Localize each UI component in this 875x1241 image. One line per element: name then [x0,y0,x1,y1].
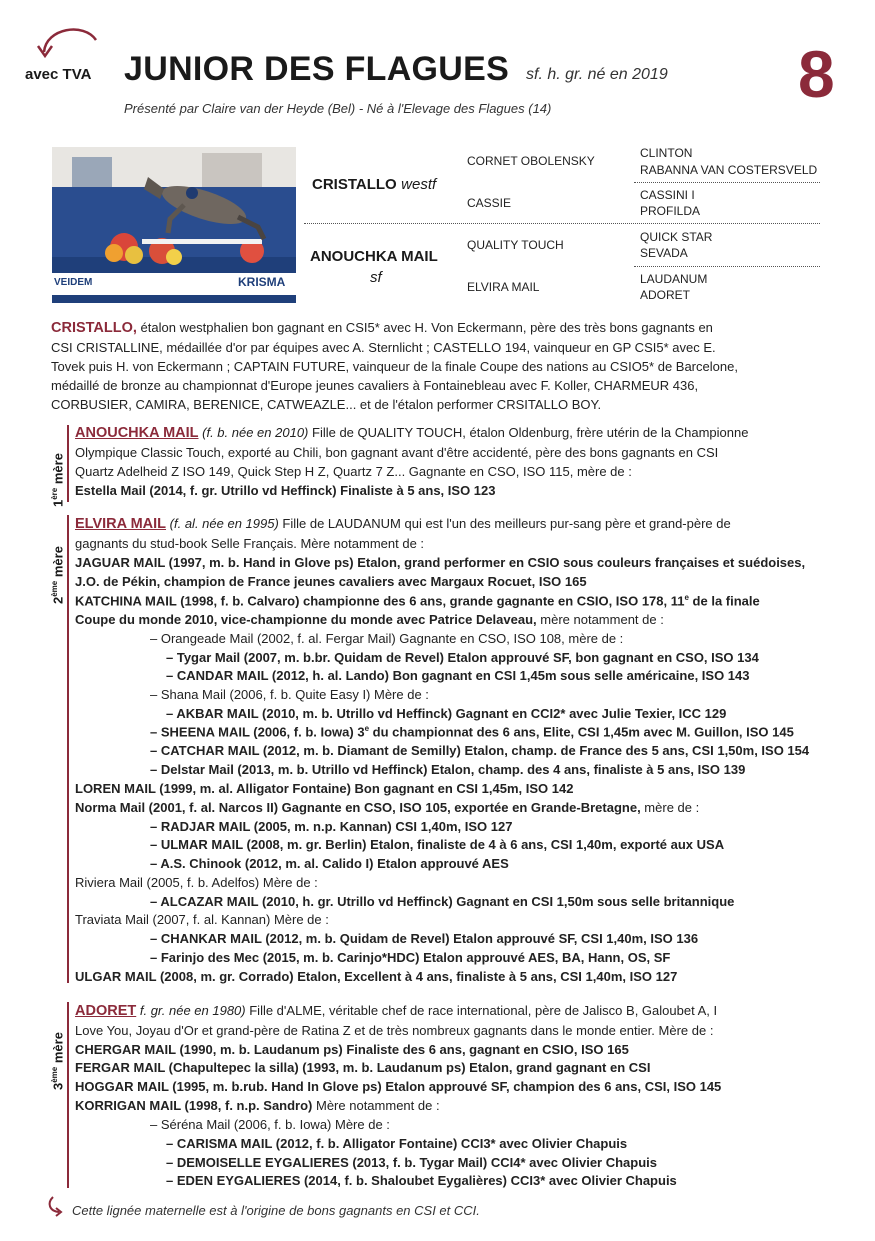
produce-line: Riviera Mail (2005, f. b. Adelfos) Mère de : [75,875,318,890]
produce-line: FERGAR MAIL (Chapultepec la silla) (1993, m. b. Laudanum ps) Etalon, grand gagnant en CSI [75,1060,651,1075]
produce-line: – CATCHAR MAIL (2012, m. b. Diamant de Semilly) Etalon, champ. de France des 5 ans, CSI 1,50m, ISO 154 [150,743,810,758]
produce-line: KATCHINA MAIL (1998, f. b. Calvaro) championne des 6 ans, grande gagnante en CSIO, ISO 178, 11e de la finale [75,593,760,609]
dam2-name: ELVIRA MAIL [75,516,167,532]
dam3-line: Love You, Joyau d'Or et grand-père de Ratina Z et de très nombreux gagnants dans le monde entier. Mère de : [75,1023,714,1038]
produce-line: – Séréna Mail (2006, f. b. Iowa) Mère de : [150,1117,390,1132]
sire-text-line: CORBUSIER, CAMIRA, BERENICE, CATWEAZLE... et de l'étalon performer CRSITALLO BOY. [51,397,602,412]
dam3-name: ADORET [75,1003,137,1019]
photo-banner-left: VEIDEM [54,277,93,288]
produce-line: – DEMOISELLE EYGALIERES (2013, f. b. Tygar Mail) CCI4* avec Olivier Chapuis [166,1155,658,1170]
sire-description [51,318,823,414]
pedigree-gsire2: QUALITY TOUCH [467,238,564,252]
produce-line: – RADJAR MAIL (2005, m. n.p. Kannan) CSI 1,40m, ISO 127 [150,819,513,834]
produce-line: – Tygar Mail (2007, m. b.br. Quidam de Revel) Etalon approuvé SF, bon gagnant en CSO, ISO 134 [166,650,759,665]
section-rule [67,425,69,502]
produce-line: – ULMAR MAIL (2008, m. gr. Berlin) Etalon, finaliste de 4 à 6 ans, CSI 1,40m, exporté aux USA [150,837,725,852]
produce-line: – SHEENA MAIL (2006, f. b. Iowa) 3e du championnat des 6 ans, Elite, CSI 1,45m avec M. Guillon, ISO 145 [150,724,794,740]
dam1-name: ANOUCHKA MAIL [75,425,199,441]
dam-rank-label: 1ère mère [50,453,66,507]
pedigree-ggp6: SEVADA [640,246,688,260]
produce-line: Norma Mail (2001, f. al. Narcos II) Gagnante en CSO, ISO 105, exportée en Grande-Bretagne, mère de : [75,800,700,815]
footer-note: Cette lignée maternelle est à l'origine de bons gagnants en CSI et CCI. [72,1203,480,1218]
pedigree-ggp8: ADORET [640,288,691,302]
produce-line: Traviata Mail (2007, f. al. Kannan) Mère de : [75,912,329,927]
sire-name: CRISTALLO [312,176,397,193]
produce-line: – Delstar Mail (2013, m. b. Utrillo vd Heffinck) Etalon, champ. des 4 ans, finaliste à 5 ans, ISO 139 [150,762,746,777]
produce-line: CHERGAR MAIL (1990, m. b. Laudanum ps) Finaliste des 6 ans, gagnant en CSIO, ISO 165 [75,1042,629,1057]
pedigree-sire [312,176,436,194]
pedigree-divider [634,182,820,183]
sire-text-line: médaillé de bronze au championnat d'Europe jeunes cavaliers à Fontainebleau avec F. Koller, CHARMEUR 436, [51,378,699,393]
sire-type: westf [401,176,437,193]
dam2-header: ELVIRA MAIL (f. al. née en 1995) Fille de LAUDANUM qui est l'un des meilleurs pur-sang père et grand-père de [75,516,731,532]
produce-line: – A.S. Chinook (2012, m. al. Calido I) Etalon approuvé AES [150,856,509,871]
hook-arrow-icon [47,1195,67,1217]
produce-line: ULGAR MAIL (2008, m. gr. Corrado) Etalon, Excellent à 4 ans, finaliste à 5 ans, CSI 1,40m, ISO 127 [75,969,678,984]
dam-type: sf [370,269,382,286]
sire-description-name: CRISTALLO, [51,320,137,336]
dam-rank-label: 2ème mère [50,546,66,604]
produce-line: Coupe du monde 2010, vice-championne du monde avec Patrice Delaveau, mère notamment de : [75,612,664,627]
produce-line: J.O. de Pékin, champion de France jeunes cavaliers avec Margaux Rocuet, ISO 165 [75,574,587,589]
photo-banner-right: KRISMA [238,275,286,289]
pedigree-divider [304,223,820,224]
pedigree-dam: ANOUCHKA MAIL [310,248,438,265]
dam3-header: ADORET f. gr. née en 1980) Fille d'ALME, véritable chef de race international, père de Jalisco B, Galoubet A, I [75,1003,718,1019]
produce-line: JAGUAR MAIL (1997, m. b. Hand in Glove ps) Etalon, grand performer en CSIO sous couleurs françaises et suédoises, [75,555,806,570]
produce-line: LOREN MAIL (1999, m. al. Alligator Fontaine) Bon gagnant en CSI 1,45m, ISO 142 [75,781,574,796]
produce-line: – CARISMA MAIL (2012, f. b. Alligator Fontaine) CCI3* avec Olivier Chapuis [166,1136,628,1151]
section-rule [67,1002,69,1188]
horse-name-title: JUNIOR DES FLAGUES [124,50,510,88]
pedigree-divider [634,266,820,267]
pedigree-ggp4: PROFILDA [640,204,701,218]
presented-by: Présenté par Claire van der Heyde (Bel) - Né à l'Elevage des Flagues (14) [124,101,552,116]
produce-line: – CANDAR MAIL (2012, h. al. Lando) Bon gagnant en CSI 1,45m sous selle américaine, ISO 143 [166,668,750,683]
dam1-line: Olympique Classic Touch, exporté au Chili, bon gagnant avant d'être accidenté, père des bons gagnants en CSI [75,445,719,460]
sire-text-line: CSI CRISTALLINE, médaillée d'or par équipes avec A. Sternlicht ; CASTELLO 194, vainqueur en GP CSI5* avec E. [51,340,716,355]
produce-line: – Orangeade Mail (2002, f. al. Fergar Mail) Gagnante en CSO, ISO 108, mère de : [150,631,624,646]
produce-line: KORRIGAN MAIL (1998, f. n.p. Sandro) Mère notamment de : [75,1098,440,1113]
dam1-produce: Estella Mail (2014, f. gr. Utrillo vd Heffinck) Finaliste à 5 ans, ISO 123 [75,483,496,498]
produce-line: – CHANKAR MAIL (2012, m. b. Quidam de Revel) Etalon approuvé SF, CSI 1,40m, ISO 136 [150,931,699,946]
sire-text-line: étalon westphalien bon gagnant en CSI5* avec H. Von Eckermann, père des très bons gagnants en [136,320,713,335]
pedigree-ggp7: LAUDANUM [640,272,708,286]
dam-rank-label: 3ème mère [50,1032,66,1090]
produce-line: – ALCAZAR MAIL (2010, h. gr. Utrillo vd Heffinck) Gagnant en CSI 1,50m sous selle britannique [150,894,735,909]
pedigree-ggp5: QUICK STAR [640,230,713,244]
pedigree-ggp1: CLINTON [640,146,693,160]
pedigree-gdam1: CASSIE [467,196,512,210]
produce-line: HOGGAR MAIL (1995, m. b.rub. Hand In Glove ps) Etalon approuvé SF, champion des 6 ans, CSI, ISO 145 [75,1079,722,1094]
sire-text-line: Tovek puis H. von Eckermann ; CAPTAIN FUTURE, vainqueur de la finale Coupe des nations au CSIO5* de Barcelone, [51,359,738,374]
dam1-line: Quartz Adelheid Z ISO 149, Quick Step H Z, Quartz 7 Z... Gagnante en CSO, ISO 115, mère de : [75,464,632,479]
curved-arrow-icon [36,22,100,66]
pedigree-ggp2: RABANNA VAN COSTERSVELD [640,163,818,177]
pedigree-gdam2: ELVIRA MAIL [467,280,540,294]
pedigree-gsire1: CORNET OBOLENSKY [467,154,595,168]
dam1-header: ANOUCHKA MAIL (f. b. née en 2010) Fille de QUALITY TOUCH, étalon Oldenburg, frère utérin de la Championne [75,425,749,441]
dam2-line: gagnants du stud-book Selle Français. Mère notamment de : [75,536,425,551]
produce-line: – AKBAR MAIL (2010, m. b. Utrillo vd Heffinck) Gagnant en CCI2* avec Julie Texier, ICC 129 [166,706,727,721]
horse-photo [52,147,296,303]
produce-line: – Farinjo des Mec (2015, m. b. Carinjo*HDC) Etalon approuvé AES, BA, Hann, OS, SF [150,950,671,965]
pedigree-ggp3: CASSINI I [640,188,695,202]
produce-line: – EDEN EYGALIERES (2014, f. b. Shaloubet Eygalières) CCI3* avec Olivier Chapuis [166,1173,677,1188]
produce-line: – Shana Mail (2006, f. b. Quite Easy I) Mère de : [150,687,429,702]
section-rule [67,515,69,983]
lot-number: 8 [798,37,835,111]
vat-label: avec TVA [25,66,92,83]
horse-subtitle: sf. h. gr. né en 2019 [526,66,668,83]
